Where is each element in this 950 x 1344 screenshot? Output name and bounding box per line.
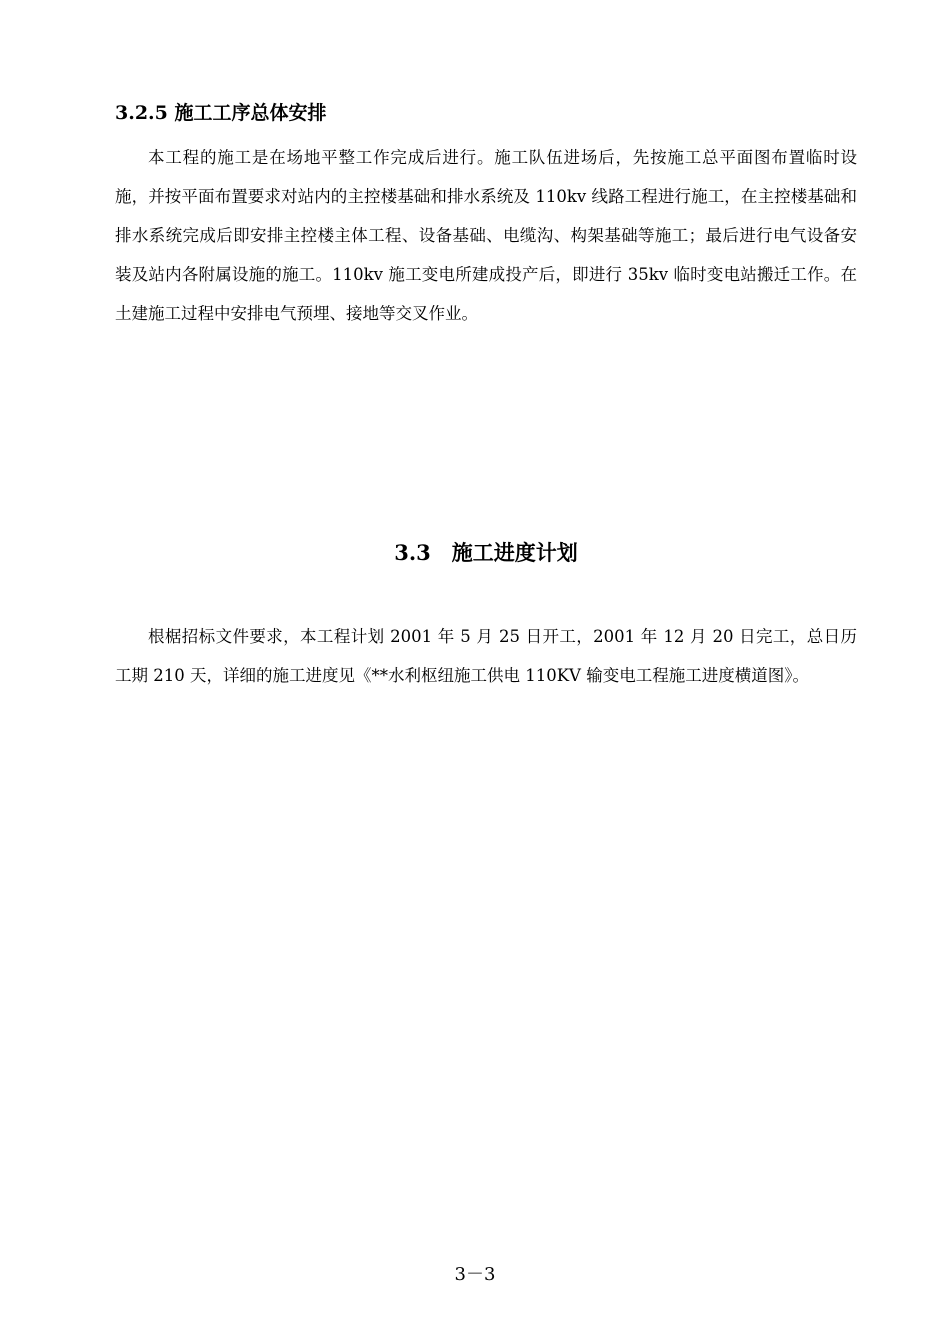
page-number: 3－3 — [454, 1264, 496, 1285]
subsection-heading: 3.2.5 施工工序总体安排 — [115, 102, 327, 124]
section-heading: 3.3 施工进度计划 — [394, 540, 578, 565]
section-paragraph: 根椐招标文件要求，本工程计划 2001 年 5 月 25 日开工，2001 年 12 月 20 日完工，总日历工期 210 天，详细的施工进度见《**水利枢纽施工供电 110KV 输变电工程施工进度横道图》。 — [115, 627, 857, 685]
subsection-paragraph: 本工程的施工是在场地平整工作完成后进行。施工队伍进场后，先按施工总平面图布置临时设施，并按平面布置要求对站内的主控楼基础和排水系统及 110kv 线路工程进行施工，在主控楼基础和排水系统完成后即安排主控楼主体工程、设备基础、电缆沟、构架基础等施工；最后进行电气设备安装及站内各附属设施的施工。110kv 施工变电所建成投产后，即进行 35kv 临时变电站搬迁工作。在土建施工过程中安排电气预埋、接地等交叉作业。 — [115, 148, 857, 323]
